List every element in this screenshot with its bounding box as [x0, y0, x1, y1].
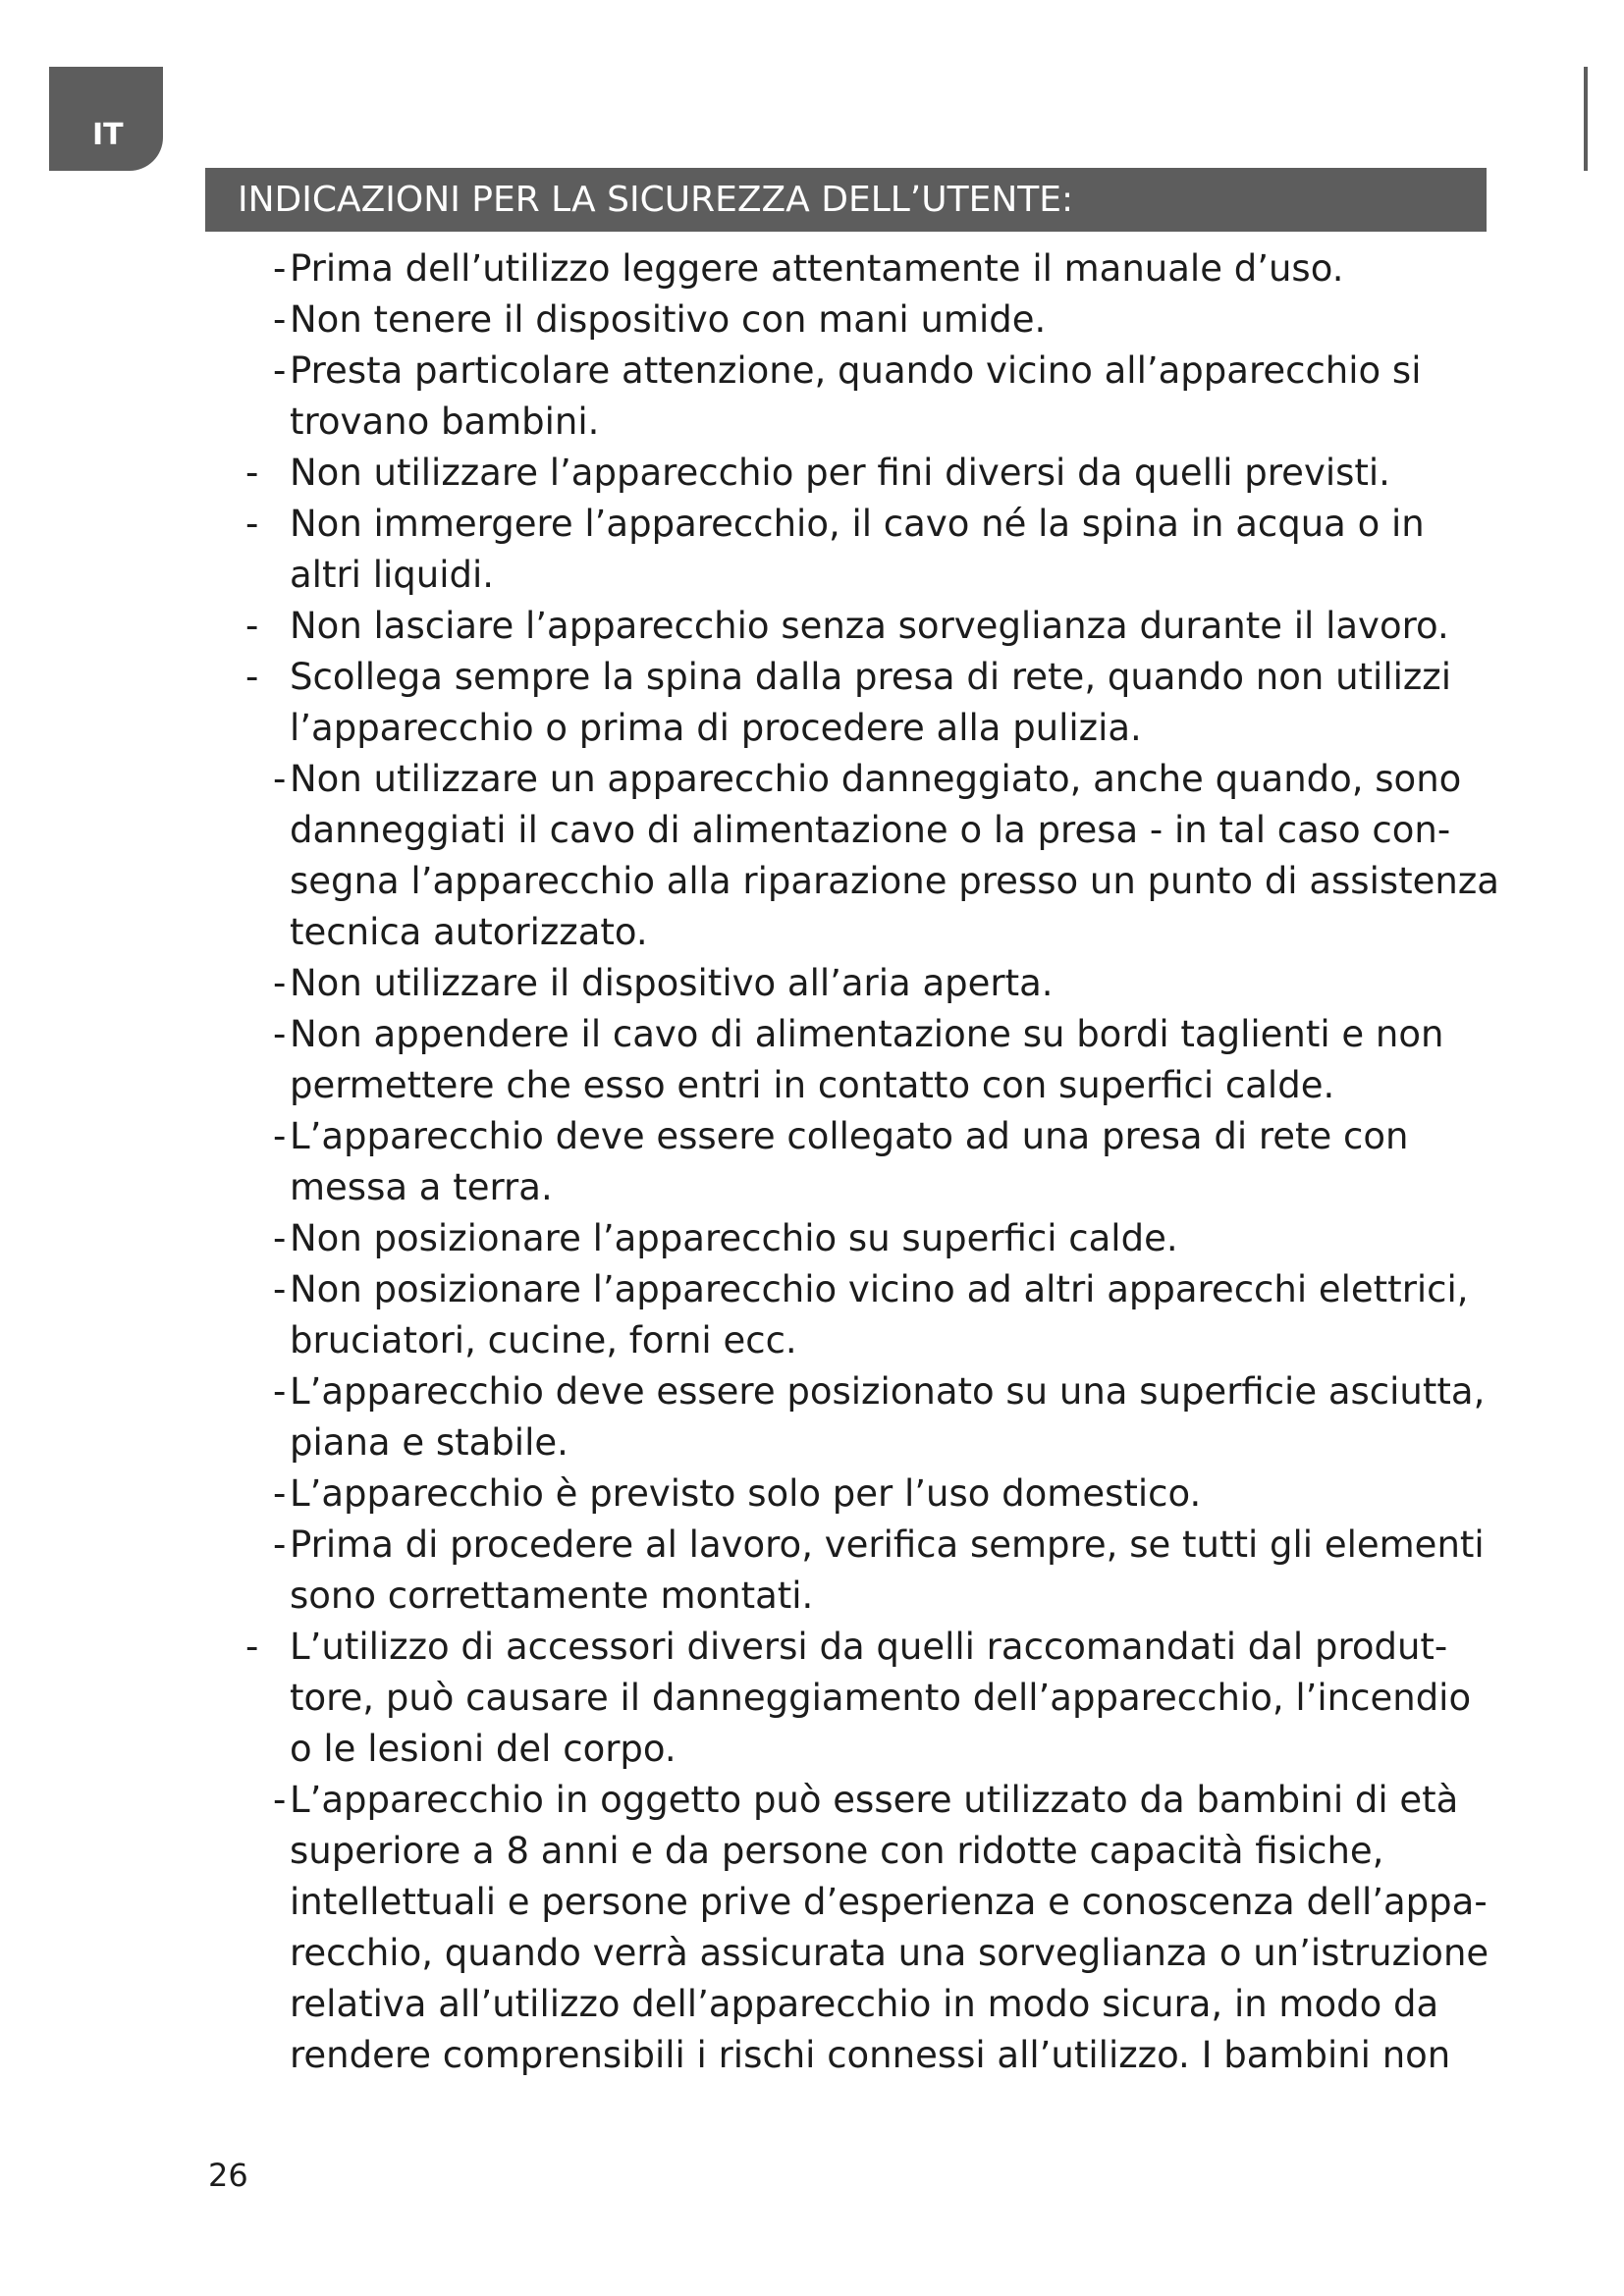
list-item-line: Non appendere il cavo di alimentazione su bordi taglienti e non	[290, 1013, 1444, 1055]
list-item-line: l’apparecchio o prima di procedere alla pulizia.	[290, 707, 1142, 749]
list-item-line: o le lesioni del corpo.	[290, 1728, 677, 1770]
list-bullet: -	[273, 758, 287, 800]
list-item-line: piana e stabile.	[290, 1421, 568, 1464]
page-number: 26	[208, 2157, 248, 2194]
list-bullet: -	[245, 605, 259, 647]
list-item-line: trovano bambini.	[290, 400, 600, 443]
list-bullet: -	[245, 452, 259, 494]
list-item-line: tecnica autorizzato.	[290, 911, 648, 953]
list-item-line: Non posizionare l’apparecchio vicino ad altri apparecchi elettrici,	[290, 1268, 1469, 1310]
list-item-line: L’apparecchio deve essere posizionato su una superficie asciutta,	[290, 1370, 1486, 1413]
list-bullet: -	[273, 247, 287, 290]
list-bullet: -	[273, 298, 287, 341]
list-item-line: superiore a 8 anni e da persone con ridotte capacità fisiche,	[290, 1830, 1384, 1872]
list-item-line: Presta particolare attenzione, quando vicino all’apparecchio si	[290, 349, 1422, 392]
list-item-line: messa a terra.	[290, 1166, 553, 1208]
list-item-line: Prima di procedere al lavoro, verifica sempre, se tutti gli elementi	[290, 1523, 1485, 1566]
list-item-line: sono correttamente montati.	[290, 1575, 814, 1617]
list-item-line: Scollega sempre la spina dalla presa di rete, quando non utilizzi	[290, 656, 1452, 698]
list-item-line: L’apparecchio deve essere collegato ad una presa di rete con	[290, 1115, 1409, 1157]
list-item-line: rendere comprensibili i rischi connessi all’utilizzo. I bambini non	[290, 2034, 1451, 2076]
list-item-line: Non utilizzare un apparecchio danneggiato, anche quando, sono	[290, 758, 1462, 800]
list-item-line: Non lasciare l’apparecchio senza sorveglianza durante il lavoro.	[290, 605, 1449, 647]
list-item-line: Non utilizzare l’apparecchio per fini diversi da quelli previsti.	[290, 452, 1390, 494]
list-item-line: Non tenere il dispositivo con mani umide.	[290, 298, 1047, 341]
section-title: INDICAZIONI PER LA SICUREZZA DELL’UTENTE:	[238, 180, 1074, 220]
list-item-line: L’utilizzo di accessori diversi da quelli raccomandati dal produt-	[290, 1626, 1448, 1668]
list-item-line: Non posizionare l’apparecchio su superfici calde.	[290, 1217, 1178, 1259]
list-item-line: recchio, quando verrà assicurata una sorveglianza o un’istruzione	[290, 1932, 1489, 1974]
language-tab-label: IT	[92, 118, 124, 152]
list-item-line: permettere che esso entri in contatto con superfici calde.	[290, 1064, 1335, 1106]
list-item-line: L’apparecchio in oggetto può essere utilizzato da bambini di età	[290, 1779, 1459, 1821]
list-item-line: altri liquidi.	[290, 554, 495, 596]
list-bullet: -	[273, 1115, 287, 1157]
list-bullet: -	[273, 1779, 287, 1821]
list-bullet: -	[273, 1523, 287, 1566]
list-bullet: -	[273, 1217, 287, 1259]
list-item-line: Non immergere l’apparecchio, il cavo né la spina in acqua o in	[290, 503, 1425, 545]
section-header	[205, 168, 1487, 232]
list-bullet: -	[273, 1370, 287, 1413]
list-bullet: -	[245, 1626, 259, 1668]
list-item-line: bruciatori, cucine, forni ecc.	[290, 1319, 797, 1362]
list-item-line: Non utilizzare il dispositivo all’aria aperta.	[290, 962, 1054, 1004]
list-bullet: -	[273, 1268, 287, 1310]
language-tab	[49, 67, 163, 171]
list-bullet: -	[273, 1013, 287, 1055]
list-bullet: -	[273, 1472, 287, 1515]
page-edge-marker	[1584, 67, 1588, 171]
list-bullet: -	[273, 962, 287, 1004]
list-bullet: -	[245, 503, 259, 545]
list-bullet: -	[273, 349, 287, 392]
list-item-line: relativa all’utilizzo dell’apparecchio in modo sicura, in modo da	[290, 1983, 1439, 2025]
list-item-line: intellettuali e persone prive d’esperienza e conoscenza dell’appa-	[290, 1881, 1488, 1923]
list-bullet: -	[245, 656, 259, 698]
list-item-line: Prima dell’utilizzo leggere attentamente il manuale d’uso.	[290, 247, 1344, 290]
list-item-line: L’apparecchio è previsto solo per l’uso domestico.	[290, 1472, 1202, 1515]
list-item-line: segna l’apparecchio alla riparazione presso un punto di assistenza	[290, 860, 1499, 902]
list-item-line: danneggiati il cavo di alimentazione o la presa - in tal caso con-	[290, 809, 1451, 851]
list-item-line: tore, può causare il danneggiamento dell’apparecchio, l’incendio	[290, 1677, 1472, 1719]
